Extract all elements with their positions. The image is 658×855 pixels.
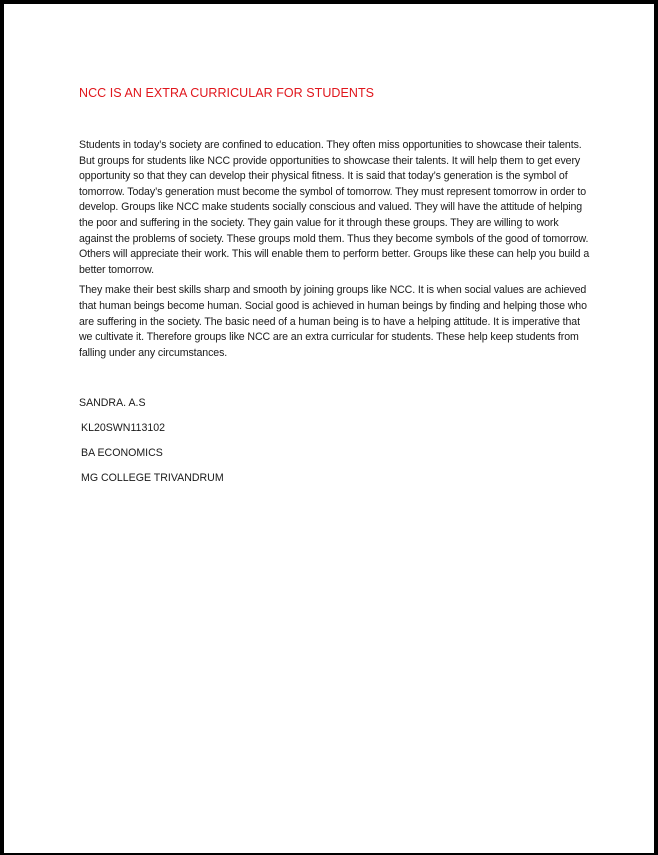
course-name: BA ECONOMICS: [81, 447, 163, 459]
college-name: MG COLLEGE TRIVANDRUM: [81, 472, 224, 484]
document-title: NCC IS AN EXTRA CURRICULAR FOR STUDENTS: [79, 86, 375, 100]
author-name: SANDRA. A.S: [79, 397, 146, 409]
document-page: [4, 4, 654, 853]
signature-block: [79, 396, 224, 485]
register-number: KL20SWN113102: [81, 422, 166, 434]
document-body: [79, 138, 591, 361]
paragraph-1: Students in today’s society are confined to education. They often miss opportunities to showcase their talents. But groups for students like NCC provide opportunities to showcase their talents. It will help them to get every opportunity so that they can develop their physical fitness. It is said that today’s generation is the symbol of tomorrow. Today’s generation must become the symbol of tomorrow. They must represent tomorrow in order to develop. Groups like NCC make students socially conscious and valued. They will have the attitude of helping the poor and suffering in the society. They gain value for it through these groups. They are willing to work against the problems of society. These groups mold them. Thus they become symbols of the good of tomorrow. Others will appreciate their work. This will enable them to perform better. Groups like these can help you build a better tomorrow.: [79, 139, 590, 276]
paragraph-2: They make their best skills sharp and smooth by joining groups like NCC. It is when social values are achieved that human beings become human. Social good is achieved in human beings by finding and helping those who are suffering in the society. The basic need of a human being is to have a helping attitude. It is imperative that we cultivate it. Therefore groups like NCC are an extra curricular for students. These help keep students from falling under any circumstances.: [79, 284, 587, 359]
